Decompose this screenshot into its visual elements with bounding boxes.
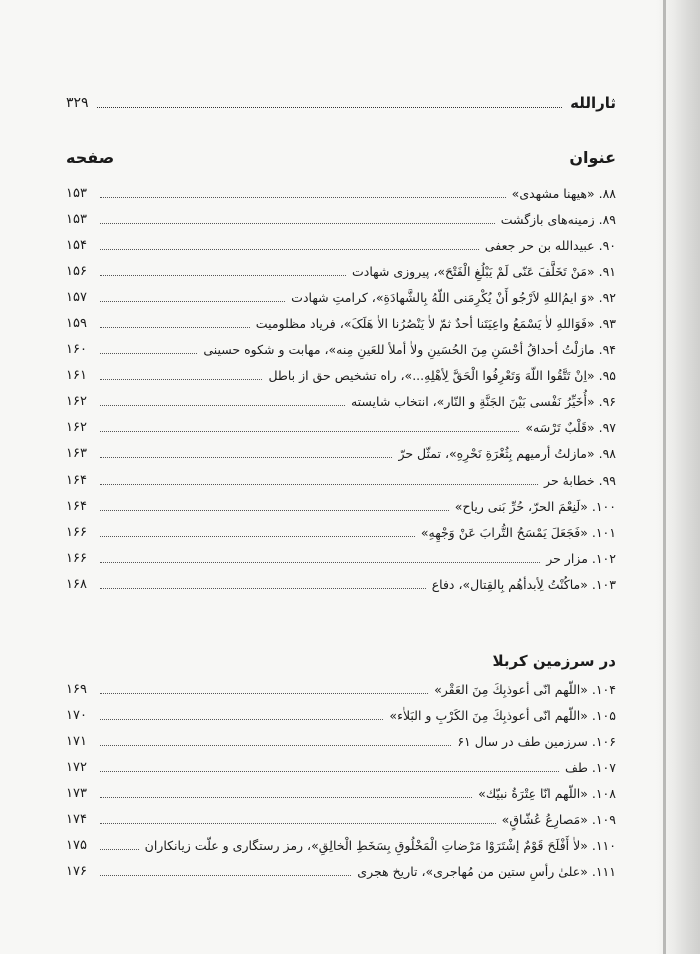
entry-page: ۱۶۴ <box>66 498 87 514</box>
entry-leader <box>100 353 197 354</box>
toc-entry[interactable] <box>66 310 616 336</box>
toc-entry[interactable] <box>66 284 616 310</box>
entry-leader <box>100 562 540 563</box>
entry-leader <box>100 875 351 876</box>
entry-leader <box>100 327 250 328</box>
header-title: ثارالله <box>570 94 616 112</box>
entry-title: ۱۱۱. «علیٰ رأسِ ستین من مُهاجری»، تاریخ هجری <box>357 864 616 880</box>
entry-leader <box>100 457 392 458</box>
entry-title: ۹۰. عبیدالله بن حر جعفی <box>484 237 616 253</box>
toc-entry[interactable] <box>66 859 616 885</box>
entry-page: ۱۶۰ <box>66 342 87 358</box>
toc-list-part-1 <box>66 180 616 598</box>
entry-page: ۱۶۲ <box>66 394 87 410</box>
entry-title: ۸۹. زمینه‌های بازگشت <box>500 211 616 227</box>
entry-leader <box>100 275 346 276</box>
toc-entry[interactable] <box>66 467 616 493</box>
entry-title: ۱۰۴. «اللّهم انّی أعوذبِكَ مِنَ العَقْر» <box>434 681 616 697</box>
entry-leader <box>100 379 262 380</box>
entry-page: ۱۵۶ <box>66 263 87 279</box>
entry-leader <box>100 771 559 772</box>
toc-entry[interactable] <box>66 415 616 441</box>
toc-entry[interactable] <box>66 806 616 832</box>
entry-title: ۱۰۹. «مَصارِعُ عُشّاقٍ» <box>501 812 616 828</box>
entry-title: ۱۰۳. «ماکُنْتُ لِأبدأهُم بِالقِتال»، دفاع <box>431 576 616 592</box>
toc-entry[interactable] <box>66 180 616 206</box>
toc-entry[interactable] <box>66 728 616 754</box>
entry-leader <box>100 431 519 432</box>
entry-page: ۱۵۳ <box>66 185 87 201</box>
entry-page: ۱۷۰ <box>66 707 87 723</box>
entry-leader <box>100 823 496 824</box>
toc-entry[interactable] <box>66 389 616 415</box>
toc-entry[interactable] <box>66 363 616 389</box>
toc-entry[interactable] <box>66 780 616 806</box>
entry-leader <box>100 588 426 589</box>
toc-entry[interactable] <box>66 206 616 232</box>
entry-page: ۱۵۹ <box>66 316 87 332</box>
entry-page: ۱۵۴ <box>66 237 87 253</box>
entry-page: ۱۶۹ <box>66 681 87 697</box>
entry-leader <box>100 484 538 485</box>
section-heading: در سرزمین کربلا <box>492 652 616 670</box>
entry-page: ۱۷۴ <box>66 812 87 828</box>
toc-entry[interactable] <box>66 232 616 258</box>
entry-page: ۱۶۶ <box>66 524 87 540</box>
entry-leader <box>100 223 495 224</box>
toc-entry[interactable] <box>66 545 616 571</box>
entry-leader <box>100 536 415 537</box>
entry-title: ۹۴. مازلْتُ أحداقُ أحْسَنِ مِنَ الحُسَینِ ولاٰ أملأ للعَینِ مِنه»، مهابت و شکوه حسینی <box>203 342 616 358</box>
entry-page: ۱۶۳ <box>66 446 87 462</box>
toc-entry[interactable] <box>66 441 616 467</box>
running-header <box>66 92 616 114</box>
entry-title: ۱۰۸. «اللّهم انّا عِتْرَةُ نبیّك» <box>478 785 616 801</box>
entry-leader <box>100 745 451 746</box>
entry-title: ۹۹. خطابهٔ حر <box>544 472 616 488</box>
title-column-heading: عنوان <box>569 148 616 167</box>
book-gutter-line <box>663 0 666 954</box>
toc-entry[interactable] <box>66 337 616 363</box>
entry-page: ۱۶۸ <box>66 576 87 592</box>
entry-page: ۱۷۶ <box>66 864 87 880</box>
entry-title: ۱۱۰. «لاٰ أَفْلَحَ قَوْمٌ إشْتَرَوْا مَرْضاتِ الْمَخْلُوقِ بِسَخَطِ الْخالِقِ»، رمز رستگاری و علّت زیانکاران <box>144 838 616 854</box>
toc-entry[interactable] <box>66 258 616 284</box>
entry-title: ۱۰۱. «فَجَعَلَ یَمْسَحُ التُّرابَ عَنْ وَجْهِهِ» <box>420 524 616 540</box>
entry-title: ۹۶. «أُخَیِّرُ نَفْسی بَیْنَ الجَنَّةِ و النّار»، انتخاب شایسته <box>350 394 616 410</box>
entry-leader <box>100 797 472 798</box>
entry-page: ۱۷۲ <box>66 759 87 775</box>
toc-entry[interactable] <box>66 702 616 728</box>
entry-leader <box>100 301 285 302</box>
toc-entry[interactable] <box>66 833 616 859</box>
entry-title: ۹۳. «فَوَاللهِ لاٰ یَسْمَعُ واعِیَتَنا أحدٌ ثمّ لاٰ یَنْصُرُنا الاٰ هَلَکَ»، فریاد مظلومیت <box>255 316 616 332</box>
entry-leader <box>100 249 479 250</box>
entry-page: ۱۷۱ <box>66 733 87 749</box>
entry-title: ۱۰۰. «لَنِعْمَ الحرّ، حُرِّ بَنی ریاح» <box>454 498 616 514</box>
entry-title: ۱۰۶. سرزمین طف در سال ۶۱ <box>457 733 616 749</box>
page-column-heading: صفحه <box>66 148 115 167</box>
entry-title: ۱۰۲. مزار حر <box>546 550 616 566</box>
toc-entry[interactable] <box>66 754 616 780</box>
entry-page: ۱۵۷ <box>66 289 87 305</box>
entry-title: ۹۷. «قَلْبٌ تَرْسَه» <box>525 420 616 436</box>
toc-entry[interactable] <box>66 676 616 702</box>
entry-title: ۱۰۵. «اللّهم انّی أعوذبِكَ مِنَ الكَرْبِ و البَلاٰء» <box>389 707 616 723</box>
entry-title: ۸۸. «هیهنا مشهدی» <box>511 185 616 201</box>
entry-page: ۱۶۲ <box>66 420 87 436</box>
entry-leader <box>100 510 449 511</box>
entry-leader <box>100 197 506 198</box>
entry-page: ۱۷۵ <box>66 838 87 854</box>
entry-page: ۱۷۳ <box>66 785 87 801</box>
header-page-number: ۳۲۹ <box>66 95 89 111</box>
entry-leader <box>100 405 345 406</box>
entry-title: ۹۲. «وَ ایمُ‌اللهِ لاَرْجُو أَنْ یُکْرِمَنی اللّهُ بِالشَّهادَةِ»، کرامتِ شهادت <box>291 289 616 305</box>
entry-leader <box>100 719 383 720</box>
entry-title: ۹۵. «اِنْ تَتَّقُوا اللّهَ وَتَعْرِفُوا الْحَقَّ لِأهْلِهِ...»، راه تشخیص حق از باطل <box>268 368 616 384</box>
entry-leader <box>100 693 428 694</box>
toc-entry[interactable] <box>66 519 616 545</box>
toc-entry[interactable] <box>66 493 616 519</box>
entry-page: ۱۵۳ <box>66 211 87 227</box>
entry-page: ۱۶۶ <box>66 550 87 566</box>
entry-title: ۱۰۷. طف <box>565 759 616 775</box>
entry-title: ۹۸. «مازلتُ أرمیهم بِثُغْرَةِ نَحْرِهِ»، تمثّل حرّ <box>398 446 616 462</box>
entry-page: ۱۶۱ <box>66 368 87 384</box>
header-leader <box>97 106 563 108</box>
entry-title: ۹۱. «مَنْ تَخَلَّفَ عَنّی لَمْ یَبْلُغِ الْفَتْحَ»، پیروزی شهادت <box>351 263 616 279</box>
toc-entry[interactable] <box>66 571 616 597</box>
toc-list-part-2 <box>66 676 616 885</box>
column-headings <box>66 148 616 167</box>
entry-leader <box>100 849 139 850</box>
entry-page: ۱۶۴ <box>66 472 87 488</box>
